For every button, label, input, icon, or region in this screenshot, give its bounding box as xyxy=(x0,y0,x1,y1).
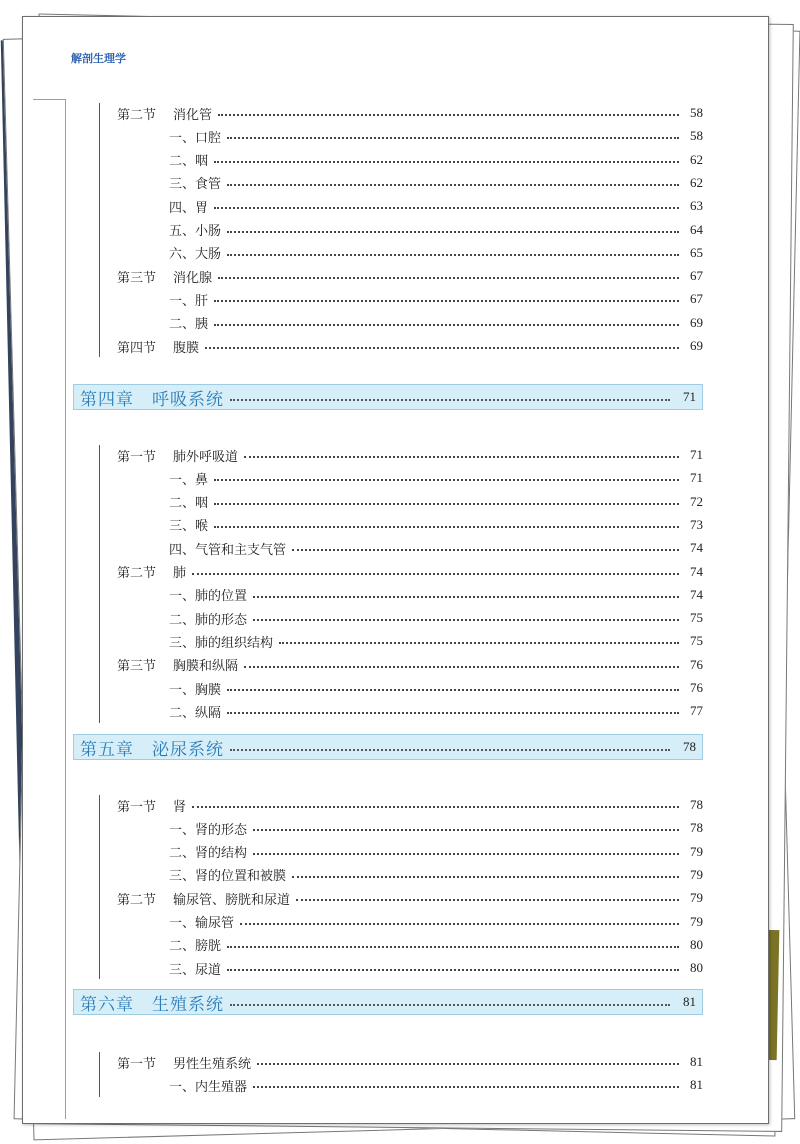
chapter-heading[interactable] xyxy=(73,734,703,760)
toc-subsection-entry[interactable] xyxy=(169,678,703,698)
toc-subsection-entry[interactable] xyxy=(169,585,703,605)
entry-title: 一、鼻 xyxy=(169,472,209,488)
group-rule xyxy=(99,103,100,357)
leader-dots xyxy=(205,347,679,349)
toc-section-entry[interactable] xyxy=(113,103,703,123)
toc-subsection-entry[interactable] xyxy=(169,173,703,193)
entry-page-number: 67 xyxy=(690,268,703,284)
entry-page-number: 77 xyxy=(690,703,703,719)
toc-section-entry[interactable] xyxy=(113,336,703,356)
leader-dots xyxy=(253,1086,679,1088)
toc-section-entry[interactable] xyxy=(113,562,703,582)
toc-section-entry[interactable] xyxy=(113,795,703,815)
entry-title: 三、肺的组织结构 xyxy=(169,635,274,651)
chapter-title: 第四章 呼吸系统 xyxy=(80,389,224,410)
entry-title: 四、气管和主支气管 xyxy=(169,542,287,558)
chapter-page-number: 78 xyxy=(683,739,696,754)
entry-title: 二、膀胱 xyxy=(169,939,222,955)
leader-dots xyxy=(227,712,679,714)
toc-subsection-entry[interactable] xyxy=(169,608,703,628)
entry-title: 消化腺 xyxy=(173,270,213,286)
entry-page-number: 69 xyxy=(690,338,703,353)
toc-section-entry[interactable] xyxy=(113,445,703,465)
toc-subsection-entry[interactable] xyxy=(169,701,703,721)
entry-title: 三、食管 xyxy=(169,177,222,193)
leader-dots xyxy=(227,946,679,948)
entry-page-number: 72 xyxy=(690,493,703,509)
toc-subsection-entry[interactable] xyxy=(169,243,703,263)
toc-subsection-entry[interactable] xyxy=(169,289,703,309)
leader-dots xyxy=(257,1063,679,1065)
entry-page-number: 58 xyxy=(690,105,703,120)
section-number: 第四节 xyxy=(117,340,157,356)
entry-page-number: 79 xyxy=(690,866,703,882)
entry-title: 三、喉 xyxy=(169,519,209,535)
entry-page-number: 74 xyxy=(690,540,703,556)
leader-dots xyxy=(253,619,679,621)
margin-tab-line xyxy=(33,99,66,100)
entry-title: 胸膜和纵隔 xyxy=(173,659,239,675)
toc-subsection-entry[interactable] xyxy=(169,958,703,978)
leader-dots xyxy=(214,161,679,163)
toc-section-entry[interactable] xyxy=(113,888,703,908)
entry-page-number: 79 xyxy=(690,890,703,906)
running-head: 解剖生理学 xyxy=(71,52,126,65)
toc-page xyxy=(22,16,769,1124)
entry-page-number: 81 xyxy=(690,1054,703,1069)
entry-title: 五、小肠 xyxy=(169,224,222,239)
leader-dots xyxy=(240,923,679,925)
group-rule xyxy=(99,445,100,723)
section-number: 第三节 xyxy=(117,270,157,286)
group-rule xyxy=(99,1052,100,1097)
entry-title: 四、胃 xyxy=(169,200,209,216)
entry-page-number: 64 xyxy=(690,221,703,237)
entry-page-number: 62 xyxy=(690,174,703,190)
entry-title: 六、大肠 xyxy=(169,247,222,263)
section-number: 第一节 xyxy=(117,799,157,815)
entry-title: 一、内生殖器 xyxy=(169,1079,248,1095)
toc-subsection-entry[interactable] xyxy=(169,865,703,885)
entry-page-number: 79 xyxy=(690,843,703,859)
chapter-heading[interactable] xyxy=(73,384,703,410)
entry-page-number: 69 xyxy=(690,314,703,330)
entry-title: 二、肾的结构 xyxy=(169,846,248,862)
leader-dots xyxy=(230,399,670,401)
leader-dots xyxy=(218,277,679,279)
entry-title: 腹膜 xyxy=(173,340,200,356)
toc-subsection-entry[interactable] xyxy=(169,538,703,558)
entry-page-number: 74 xyxy=(690,563,703,579)
leader-dots xyxy=(218,114,679,116)
entry-page-number: 71 xyxy=(690,470,703,486)
leader-dots xyxy=(214,324,679,326)
entry-title: 一、胸膜 xyxy=(169,682,222,698)
toc-subsection-entry[interactable] xyxy=(169,912,703,932)
leader-dots xyxy=(230,1004,670,1006)
leader-dots xyxy=(227,254,679,256)
toc-section-entry[interactable] xyxy=(113,266,703,286)
entry-page-number: 65 xyxy=(690,244,703,260)
toc-section-entry[interactable] xyxy=(113,655,703,675)
leader-dots xyxy=(253,829,679,831)
entry-title: 一、输尿管 xyxy=(169,916,235,931)
chapter-page-number: 71 xyxy=(683,389,696,404)
leader-dots xyxy=(214,526,679,528)
entry-title: 三、尿道 xyxy=(169,962,222,978)
toc-subsection-entry[interactable] xyxy=(169,492,703,512)
entry-title: 肺外呼吸道 xyxy=(173,449,239,465)
toc-subsection-entry[interactable] xyxy=(169,515,703,535)
chapter-heading[interactable] xyxy=(73,989,703,1015)
section-number: 第二节 xyxy=(117,107,157,123)
entry-page-number: 76 xyxy=(690,680,703,695)
toc-subsection-entry[interactable] xyxy=(169,842,703,862)
toc-subsection-entry[interactable] xyxy=(169,818,703,838)
entry-page-number: 63 xyxy=(690,198,703,214)
entry-title: 一、肝 xyxy=(169,293,209,309)
leader-dots xyxy=(227,231,679,233)
entry-page-number: 80 xyxy=(690,936,703,952)
entry-page-number: 73 xyxy=(690,516,703,532)
section-number: 第二节 xyxy=(117,566,157,581)
margin-rail xyxy=(65,99,66,1119)
chapter-title: 第五章 泌尿系统 xyxy=(80,739,224,760)
entry-page-number: 78 xyxy=(690,797,703,812)
leader-dots xyxy=(296,899,679,901)
entry-title: 男性生殖系统 xyxy=(173,1056,252,1072)
toc-subsection-entry[interactable] xyxy=(169,220,703,240)
leader-dots xyxy=(192,806,679,808)
entry-page-number: 76 xyxy=(690,656,703,672)
leader-dots xyxy=(227,184,679,186)
entry-title: 一、肾的形态 xyxy=(169,822,248,838)
entry-page-number: 74 xyxy=(690,586,703,602)
entry-title: 二、肺的形态 xyxy=(169,612,248,628)
leader-dots xyxy=(244,666,679,668)
group-rule xyxy=(99,795,100,979)
entry-page-number: 81 xyxy=(690,1077,703,1093)
leader-dots xyxy=(227,969,679,971)
section-number: 第三节 xyxy=(117,659,157,675)
leader-dots xyxy=(279,642,679,644)
toc-subsection-entry[interactable] xyxy=(169,196,703,216)
entry-page-number: 78 xyxy=(690,820,703,836)
entry-title: 肾 xyxy=(173,799,187,815)
leader-dots xyxy=(230,749,670,751)
toc-subsection-entry[interactable] xyxy=(169,126,703,146)
entry-page-number: 75 xyxy=(690,633,703,649)
leader-dots xyxy=(253,596,679,598)
entry-title: 二、咽 xyxy=(169,154,209,170)
entry-page-number: 71 xyxy=(690,447,703,462)
leader-dots xyxy=(214,479,679,481)
entry-title: 三、肾的位置和被膜 xyxy=(169,869,287,885)
entry-title: 一、口腔 xyxy=(169,130,222,146)
leader-dots xyxy=(253,853,679,855)
entry-page-number: 67 xyxy=(690,291,703,307)
entry-title: 一、肺的位置 xyxy=(169,589,248,605)
toc-subsection-entry[interactable] xyxy=(169,468,703,488)
leader-dots xyxy=(214,300,679,302)
entry-page-number: 75 xyxy=(690,610,703,626)
leader-dots xyxy=(192,573,679,575)
toc-subsection-entry[interactable] xyxy=(169,313,703,333)
toc-subsection-entry[interactable] xyxy=(169,150,703,170)
entry-page-number: 80 xyxy=(690,960,703,976)
entry-page-number: 58 xyxy=(690,128,703,144)
toc-section-entry[interactable] xyxy=(113,1052,703,1072)
leader-dots xyxy=(227,689,679,691)
entry-title: 输尿管、膀胱和尿道 xyxy=(173,892,291,908)
entry-title: 消化管 xyxy=(173,107,213,123)
entry-title: 二、胰 xyxy=(169,317,209,333)
toc-subsection-entry[interactable] xyxy=(169,631,703,651)
section-number: 第一节 xyxy=(117,449,157,465)
chapter-page-number: 81 xyxy=(683,994,696,1009)
toc-subsection-entry[interactable] xyxy=(169,935,703,955)
section-number: 第二节 xyxy=(117,892,157,908)
entry-title: 二、咽 xyxy=(169,496,209,512)
leader-dots xyxy=(244,456,679,458)
entry-title: 二、纵隔 xyxy=(169,705,222,721)
leader-dots xyxy=(227,137,679,139)
entry-page-number: 79 xyxy=(690,913,703,929)
toc-subsection-entry[interactable] xyxy=(169,1075,703,1095)
leader-dots xyxy=(214,503,679,505)
entry-title: 肺 xyxy=(173,566,187,581)
leader-dots xyxy=(214,207,679,209)
section-number: 第一节 xyxy=(117,1056,157,1072)
leader-dots xyxy=(292,549,679,551)
chapter-title: 第六章 生殖系统 xyxy=(80,994,224,1015)
entry-page-number: 62 xyxy=(690,151,703,167)
leader-dots xyxy=(292,876,679,878)
